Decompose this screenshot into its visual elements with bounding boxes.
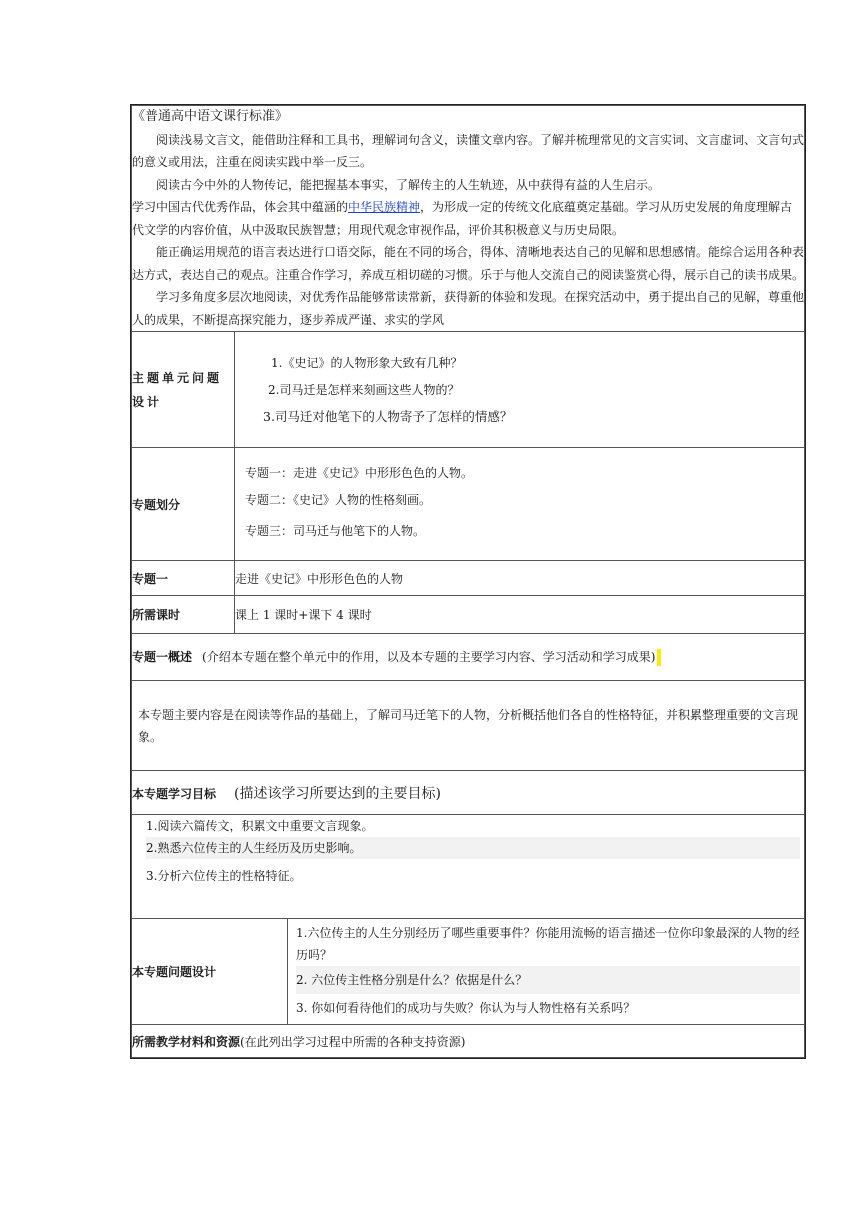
resources-hint: (在此列出学习过程中所需的各种支持资源) — [240, 1034, 466, 1049]
topic-item: 专题一：走进《史记》中形形色色的人物。 — [245, 466, 474, 480]
overview-content: 本专题主要内容是在阅读等作品的基础上，了解司马迁笔下的人物，分析概括他们各自的性格特征，并积累整理重要的文言现象。 — [132, 681, 805, 771]
standards-paragraph-2: 阅读古今中外的人物传记，能把握基本事实，了解传主的人生轨迹，从中获得有益的人生启示。 — [156, 177, 661, 192]
goal-item: 1.阅读六篇传文，积累文中重要文言现象。 — [146, 819, 374, 833]
overview-header — [132, 634, 805, 681]
goal-item: 3.分析六位传主的性格特征。 — [146, 869, 302, 883]
topics-list — [235, 448, 805, 561]
hours-row — [132, 596, 805, 634]
unit-question-item: 3.司马迁对他笔下的人物寄予了怎样的情感？ — [263, 408, 513, 424]
topic-questions-list — [288, 919, 805, 1025]
standards-cell — [132, 106, 805, 332]
resources-label: 所需教学材料和资源 — [132, 1034, 241, 1049]
text-highlight-marker — [657, 649, 661, 666]
goal-item: 2.熟悉六位传主的人生经历及历史影响。 — [146, 837, 800, 859]
national-spirit-link[interactable]: 中华民族精神 — [348, 200, 421, 214]
topic1-label: 专题一 — [132, 561, 235, 596]
unit-questions-label — [132, 332, 235, 448]
standards-paragraph-5: 学习多角度多层次地阅读，对优秀作品能够常读常新，获得新的体验和发现。在探究活动中，勇于提出自己的见解，尊重他人的成果，不断提高探究能力，逐步养成严谨、求实的学风 — [132, 290, 805, 327]
hours-value: 课上 1 课时+课下 4 课时 — [235, 596, 805, 634]
unit-question-item: 1.《史记》的人物形象大致有几种？ — [271, 355, 463, 370]
standards-paragraph-1: 阅读浅易文言文，能借助注释和工具书，理解词句含义，读懂文章内容。了解并梳理常见的文言实词、文言虚词、文言句式的意义或用法，注重在阅读实践中举一反三。 — [132, 132, 805, 169]
overview-header-row — [132, 634, 805, 681]
unit-questions-list — [235, 332, 805, 448]
goals-header-row — [132, 771, 805, 815]
topic-item: 专题三：司马迁与他笔下的人物。 — [245, 524, 426, 538]
topics-row — [132, 448, 805, 561]
topic1-value: 走进《史记》中形形色色的人物 — [235, 561, 805, 596]
overview-label: 专题一概述 — [132, 650, 193, 664]
resources-header — [132, 1025, 805, 1058]
topic-question-item: 1.六位传主的人生分别经历了哪些重要事件？你能用流畅的语言描述一位你印象最深的人物的经历吗？ — [296, 925, 800, 962]
resources-row — [132, 1025, 805, 1058]
overview-content-row — [132, 681, 805, 771]
standards-row — [132, 106, 805, 332]
standards-title: 《普通高中语文课行标准》 — [132, 109, 289, 124]
unit-questions-row — [132, 332, 805, 448]
overview-hint: (介绍本专题在整个单元中的作用，以及本专题的主要学习内容、学习活动和学习成果) — [202, 650, 656, 664]
goals-list — [132, 815, 805, 919]
standards-paragraph-3-tail: ，为形成一定的传统文化底蕴奠定基础。学习从历史发展的角度理解古代文学的内容价值，从中汲取民族智慧；用现代观念审视作品，评价其积极意义与历史局限。 — [132, 200, 793, 237]
unit-question-item: 2.司马迁是怎样来刻画这些人物的？ — [268, 382, 460, 397]
goals-label: 本专题学习目标 — [132, 786, 217, 801]
topic-item: 专题二：《史记》人物的性格刻画。 — [245, 493, 432, 507]
topic1-row — [132, 561, 805, 596]
goals-row — [132, 815, 805, 919]
topic-question-item: 2. 六位传主性格分别是什么？依据是什么？ — [296, 966, 800, 994]
topic-question-item: 3. 你如何看待他们的成功与失败？你认为与人物性格有关系吗？ — [296, 1000, 636, 1015]
topic-questions-label: 本专题问题设计 — [132, 919, 288, 1025]
unit-questions-label-text: 主题单元问题设计 — [132, 370, 223, 409]
lesson-plan-table — [130, 104, 806, 1059]
topic-questions-row — [132, 919, 805, 1025]
topics-label: 专题划分 — [132, 448, 235, 561]
standards-paragraph-4: 能正确运用规范的语言表达进行口语交际，能在不同的场合，得体、清晰地表达自己的见解和思想感情。能综合运用各种表达方式，表达自己的观点。注重合作学习，养成互相切磋的习惯。乐于与他人交流自己的阅读鉴赏心得，展示自己的读书成果。 — [132, 245, 805, 282]
goals-header — [132, 771, 805, 815]
standards-paragraph-3-lead: 学习中国古代优秀作品，体会其中蕴涵的 — [132, 200, 349, 214]
hours-label: 所需课时 — [132, 596, 235, 634]
goals-hint: (描述该学习所要达到的主要目标) — [234, 785, 441, 802]
standards-paragraph-3 — [132, 196, 804, 241]
